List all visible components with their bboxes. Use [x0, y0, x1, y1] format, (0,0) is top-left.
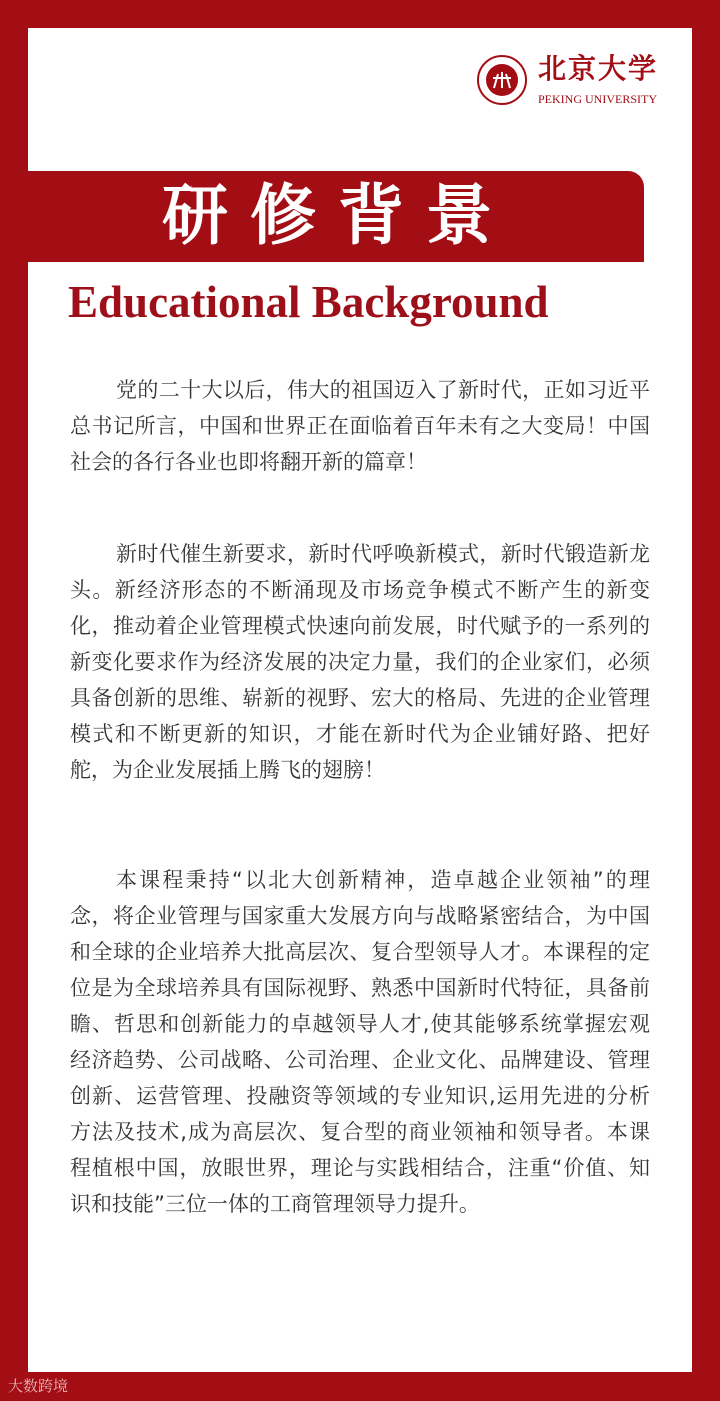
paragraph-line: 新变化要求作为经济发展的决定力量，我们的企业家们，必须: [70, 650, 650, 674]
title-banner: [28, 171, 644, 262]
paragraph-line: 舵，为企业发展插上腾飞的翅膀！: [70, 758, 385, 782]
paragraph-line: 和全球的企业培养大批高层次、复合型领导人才。本课程的定: [70, 940, 650, 964]
page-subtitle: Educational Background: [68, 277, 549, 327]
university-seal-icon: [476, 54, 528, 106]
paragraph-line: 化，推动着企业管理模式快速向前发展，时代赋予的一系列的: [70, 614, 650, 638]
paragraph-line: 经济趋势、公司战略、公司治理、企业文化、品牌建设、管理: [70, 1048, 650, 1072]
body-text: [70, 372, 650, 1222]
paragraph-line: 社会的各行各业也即将翻开新的篇章！: [70, 450, 427, 474]
paragraph-line: 具备创新的思维、崭新的视野、宏大的格局、先进的企业管理: [70, 686, 650, 710]
paragraph: [70, 372, 650, 480]
logo-name-en: PEKING UNIVERSITY: [538, 92, 657, 106]
paragraph: [70, 536, 650, 788]
content-card: [28, 28, 692, 1372]
paragraph-line: 念，将企业管理与国家重大发展方向与战略紧密结合，为中国: [70, 904, 650, 928]
watermark: 大数跨境: [8, 1377, 69, 1395]
paragraph-line: 方法及技术,成为高层次、复合型的商业领袖和领导者。本课: [70, 1120, 650, 1144]
paragraph-line: 党的二十大以后，伟大的祖国迈入了新时代，正如习近平: [116, 378, 650, 402]
paragraph-line: 识和技能”三位一体的工商管理领导力提升。: [70, 1192, 480, 1216]
paragraph-line: 瞻、哲思和创新能力的卓越领导人才,使其能够系统掌握宏观: [70, 1012, 650, 1036]
page-title: 研修背景: [162, 177, 514, 254]
paragraph-line: 新时代催生新要求，新时代呼唤新模式，新时代锻造新龙: [116, 542, 650, 566]
paragraph-line: 总书记所言，中国和世界正在面临着百年未有之大变局！中国: [70, 414, 650, 438]
paragraph-line: 模式和不断更新的知识，才能在新时代为企业铺好路、把好: [70, 722, 650, 746]
paragraph-line: 程植根中国，放眼世界，理论与实践相结合，注重“价值、知: [70, 1156, 650, 1180]
paragraph-line: 本课程秉持“以北大创新精神，造卓越企业领袖”的理: [116, 868, 650, 892]
paragraph-line: 位是为全球培养具有国际视野、熟悉中国新时代特征，具备前: [70, 976, 650, 1000]
peking-university-logo: [476, 52, 690, 112]
logo-name-cn: 北京大学: [538, 52, 659, 85]
paragraph: [70, 862, 650, 1222]
paragraph-line: 头。新经济形态的不断涌现及市场竞争模式不断产生的新变: [70, 578, 650, 602]
paragraph-line: 创新、运营管理、投融资等领域的专业知识,运用先进的分析: [70, 1084, 650, 1108]
